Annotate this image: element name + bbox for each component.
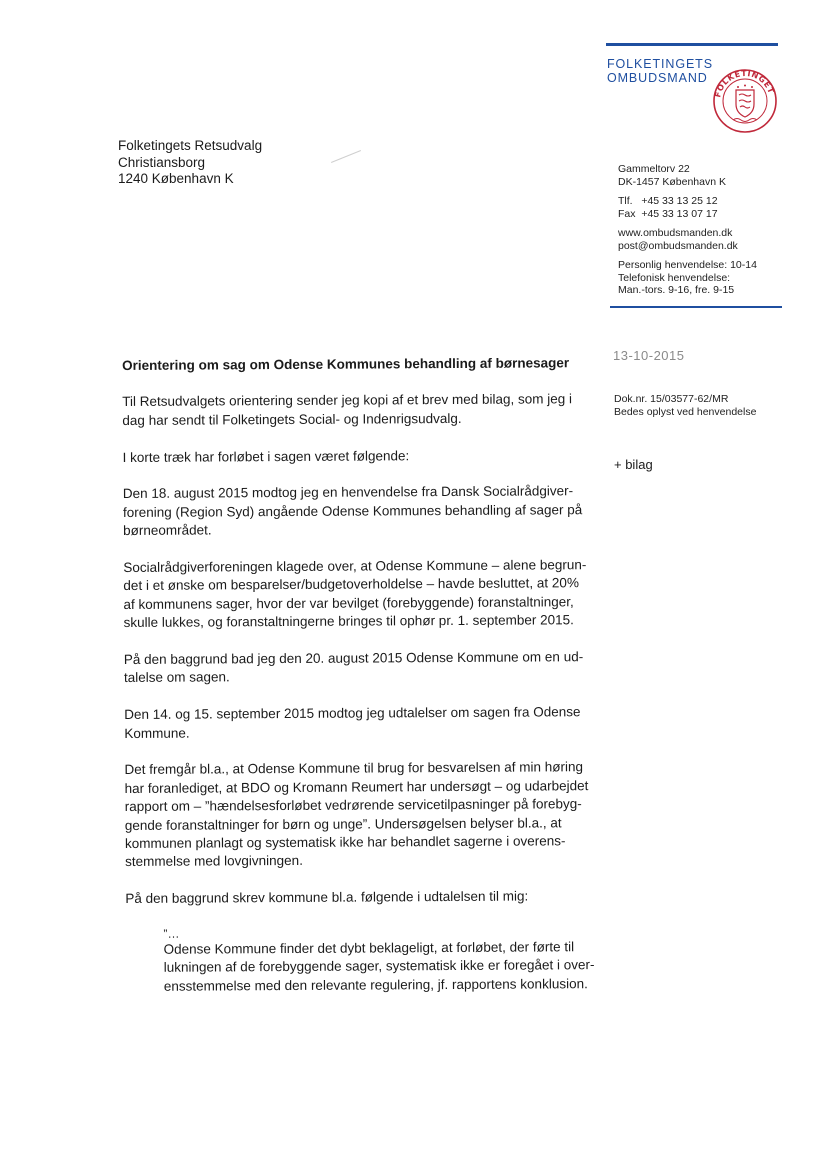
- paragraph-line: det i et ønske om besparelser/budgetoverholdelse – havde besluttet, at 20%: [123, 575, 579, 594]
- quote-line: lukningen af de forebyggende sager, systematisk ikke er foregået i over-: [163, 957, 595, 976]
- seal-text: FOLKETINGET: [713, 68, 776, 99]
- svg-text:FOLKETINGET: [713, 69, 776, 98]
- org-name-line1: FOLKETINGETS: [607, 57, 713, 71]
- org-name-line2: OMBUDSMAND: [607, 71, 708, 85]
- paragraph-line: Den 18. august 2015 modtog jeg en henvendelse fra Dansk Socialrådgiver-: [122, 483, 574, 502]
- sender-web: www.ombudsmanden.dk: [618, 227, 733, 239]
- recipient-line3: 1240 København K: [118, 171, 234, 186]
- sender-email: post@ombudsmanden.dk: [618, 239, 738, 252]
- block-quote: [163, 924, 595, 996]
- ombudsman-seal-icon: [711, 68, 779, 134]
- letter-body: [122, 354, 596, 996]
- sender-hours3: Man.-tors. 9-16, fre. 9-15: [618, 284, 735, 296]
- quote-line: ensstemmelse med den relevante regulering, jf. rapportens konklusion.: [163, 976, 588, 994]
- paragraph-line: kommunen planlagt og systematisk ikke har behandlet sagerne i overens-: [124, 833, 566, 852]
- sender-fax: Fax +45 33 13 07 17: [618, 207, 718, 220]
- paragraph-line: På den baggrund bad jeg den 20. august 2015 Odense Kommune om en ud-: [123, 649, 584, 668]
- document-reference: [614, 393, 756, 418]
- paragraph-line: har foranlediget, at BDO og Kromann Reumert har undersøgt – og udarbejdet: [124, 778, 589, 796]
- recipient-line1: Folketingets Retsudvalg: [118, 138, 263, 153]
- paragraph-1: [122, 391, 592, 431]
- paragraph-line: af kommunens sager, hvor der var bevilget (forebyggende) foranstaltninger,: [123, 594, 574, 612]
- sender-hours2: Telefonisk henvendelse:: [618, 271, 731, 284]
- paragraph-line: gende foranstaltninger for børn og unge”. Undersøgelsen belyser bl.a., at: [124, 814, 562, 833]
- paragraph-3: [123, 483, 593, 541]
- paragraph-8: [125, 887, 595, 908]
- organization-name: [607, 57, 713, 85]
- paragraph-line: Det fremgår bl.a., at Odense Kommune til brug for besvarelsen af min høring: [124, 759, 584, 778]
- letter-date: 13-10-2015: [613, 348, 685, 363]
- sender-info: [618, 163, 757, 304]
- paragraph-5: [124, 648, 594, 688]
- sender-address1: Gammeltorv 22: [618, 163, 690, 175]
- sender-address2: DK-1457 København K: [618, 175, 726, 188]
- paragraph-line: Den 14. og 15. september 2015 modtog jeg udtalelser om sagen fra Odense: [124, 704, 581, 723]
- paragraph-7: [124, 759, 595, 872]
- quote-line: Odense Kommune finder det dybt beklageligt, at forløbet, der førte til: [163, 939, 575, 957]
- paragraph-line: I korte træk har forløbet i sagen været følgende:: [122, 447, 410, 465]
- document-note: Bedes oplyst ved henvendelse: [614, 405, 757, 418]
- paragraph-line: Socialrådgiverforeningen klagede over, at Odense Kommune – alene begrun-: [123, 557, 587, 576]
- paragraph-line: talelse om sagen.: [123, 669, 230, 686]
- attachment-note: + bilag: [614, 457, 653, 472]
- paragraph-line: dag har sendt til Folketingets Social- og Indenrigsudvalg.: [122, 410, 462, 428]
- recipient-address: [118, 138, 262, 188]
- paragraph-line: stemmelse med lovgivningen.: [125, 853, 303, 870]
- letterhead-top-rule: [606, 43, 778, 46]
- scan-artifact: [331, 150, 361, 163]
- document-number: Dok.nr. 15/03577-62/MR: [614, 393, 729, 405]
- letterhead-bottom-rule: [610, 306, 782, 308]
- paragraph-line: Til Retsudvalgets orientering sender jeg kopi af et brev med bilag, som jeg i: [122, 391, 573, 410]
- paragraph-line: børneområdet.: [123, 522, 212, 539]
- paragraph-line: På den baggrund skrev kommune bl.a. følgende i udtalelsen til mig:: [125, 888, 529, 907]
- sender-phone: Tlf. +45 33 13 25 12: [618, 195, 718, 207]
- paragraph-4: [123, 556, 593, 632]
- paragraph-line: rapport om – ”hændelsesforløbet vedrørende servicetilpasninger på forebyg-: [124, 796, 582, 815]
- paragraph-line: Kommune.: [124, 725, 190, 741]
- paragraph-line: forening (Region Syd) angående Odense Kommunes behandling af sager på: [122, 502, 583, 520]
- recipient-line2: Christiansborg: [118, 154, 206, 170]
- letter-subject: Orientering om sag om Odense Kommunes behandling af børnesager: [122, 355, 570, 373]
- sender-hours1: Personlig henvendelse: 10-14: [618, 259, 757, 271]
- paragraph-line: skulle lukkes, og foranstaltningerne bringes til ophør pr. 1. september 2015.: [123, 612, 574, 631]
- quote-mark: ”…: [163, 926, 180, 941]
- paragraph-6: [124, 703, 594, 743]
- paragraph-2: [123, 446, 593, 467]
